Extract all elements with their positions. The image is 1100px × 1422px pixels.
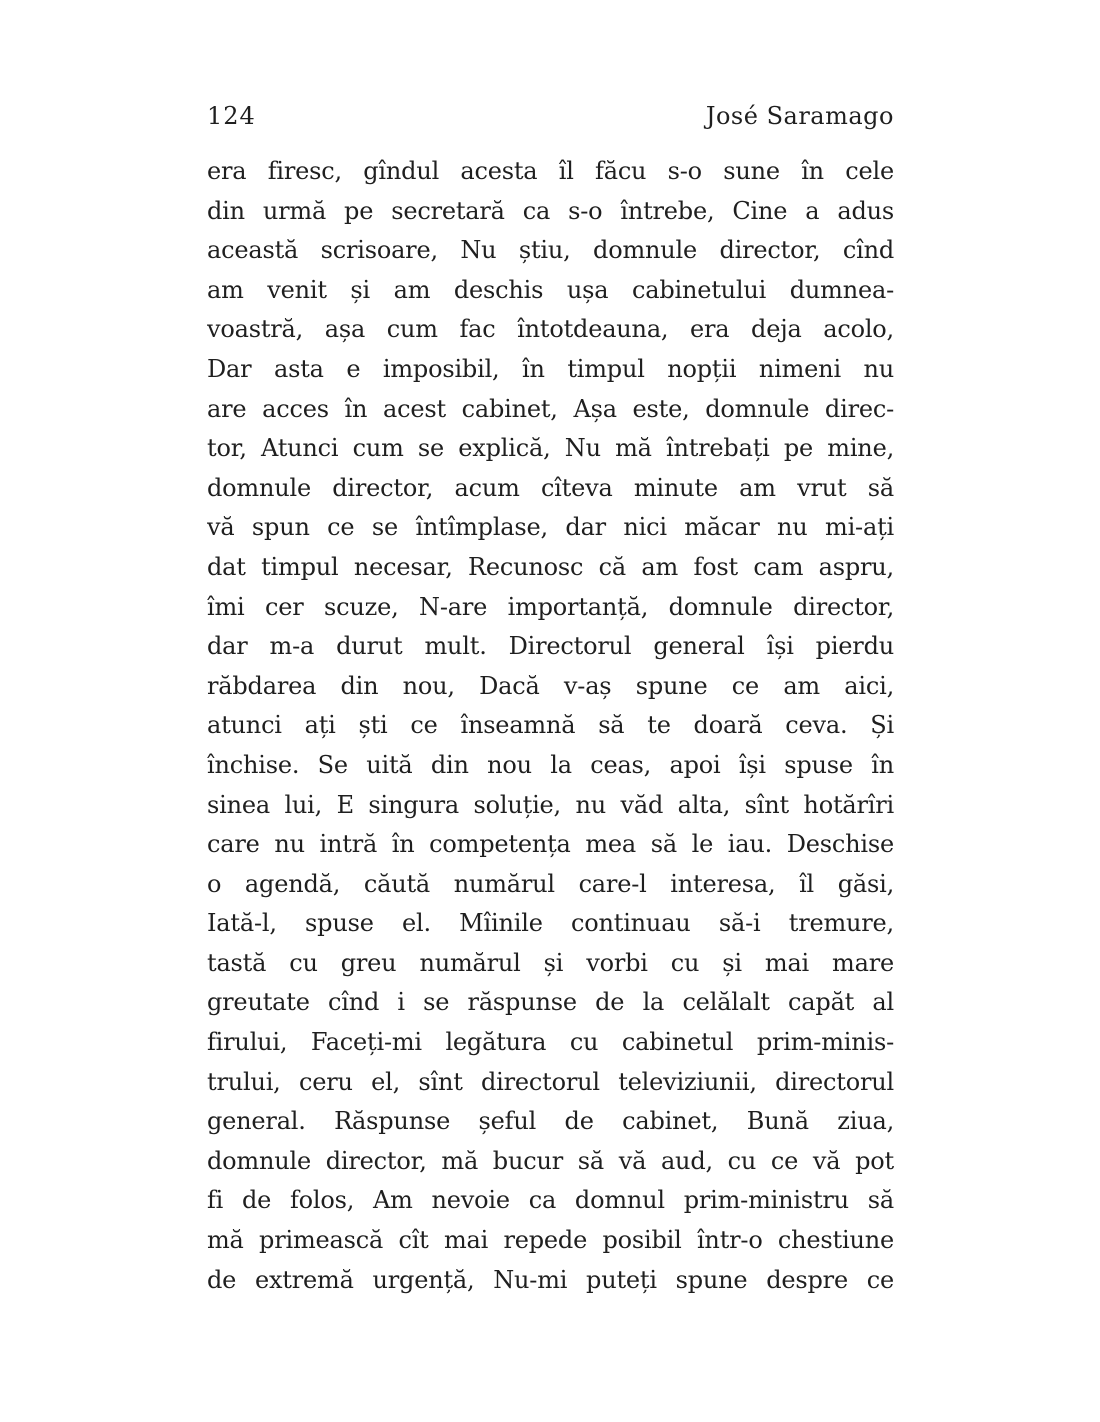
text-line: trului, ceru el, sînt directorul televiziunii, directorul bbox=[207, 1067, 894, 1096]
text-line: domnule director, acum cîteva minute am vrut să bbox=[207, 473, 894, 502]
text-line: îmi cer scuze, N-are importanță, domnule director, bbox=[207, 592, 894, 621]
text-line: de extremă urgență, Nu-mi puteți spune despre ce bbox=[207, 1265, 894, 1294]
running-header bbox=[207, 101, 894, 131]
text-line: dar m-a durut mult. Directorul general își pierdu bbox=[207, 632, 894, 661]
text-line: o agendă, căută numărul care-l interesa, îl găsi, bbox=[207, 869, 894, 898]
text-line: greutate cînd i se răspunse de la celălalt capăt al bbox=[207, 988, 894, 1017]
text-line: răbdarea din nou, Dacă v-aș spune ce am aici, bbox=[207, 671, 894, 700]
text-line: era firesc, gîndul acesta îl făcu s-o sune în cele bbox=[207, 157, 894, 185]
text-line: închise. Se uită din nou la ceas, apoi își spuse în bbox=[207, 750, 894, 779]
text-line: atunci ați ști ce înseamnă să te doară ceva. Și bbox=[207, 711, 894, 740]
text-line: general. Răspunse șeful de cabinet, Bună ziua, bbox=[207, 1107, 894, 1136]
text-line: voastră, așa cum fac întotdeauna, era deja acolo, bbox=[207, 315, 894, 344]
running-head-author: José Saramago bbox=[705, 102, 894, 130]
text-line: Iată-l, spuse el. Mîinile continuau să-i tremure, bbox=[207, 909, 894, 938]
text-line: sinea lui, E singura soluție, nu văd alta, sînt hotărîri bbox=[207, 790, 894, 819]
body-text bbox=[207, 152, 894, 1300]
text-line: vă spun ce se întîmplase, dar nici măcar nu mi-ați bbox=[207, 513, 894, 542]
text-line: fi de folos, Am nevoie ca domnul prim-ministru să bbox=[207, 1186, 894, 1215]
text-line: care nu intră în competența mea să le iau. Deschise bbox=[207, 830, 894, 859]
text-line: tor, Atunci cum se explică, Nu mă întrebați pe mine, bbox=[207, 434, 894, 463]
text-line: dat timpul necesar, Recunosc că am fost cam aspru, bbox=[207, 552, 894, 581]
page-number: 124 bbox=[207, 102, 256, 130]
text-line: firului, Faceți-mi legătura cu cabinetul prim-minis- bbox=[207, 1028, 894, 1057]
text-line: domnule director, mă bucur să vă aud, cu ce vă pot bbox=[207, 1146, 894, 1175]
text-line: tastă cu greu numărul și vorbi cu și mai mare bbox=[207, 948, 894, 977]
text-line: din urmă pe secretară ca s-o întrebe, Cine a adus bbox=[207, 196, 894, 225]
text-line: această scrisoare, Nu știu, domnule director, cînd bbox=[207, 236, 894, 265]
text-line: am venit și am deschis ușa cabinetului dumnea- bbox=[207, 275, 894, 304]
text-line: Dar asta e imposibil, în timpul nopții nimeni nu bbox=[207, 354, 894, 383]
text-line: mă primească cît mai repede posibil într-o chestiune bbox=[207, 1226, 894, 1255]
text-line: are acces în acest cabinet, Așa este, domnule direc- bbox=[207, 394, 894, 423]
